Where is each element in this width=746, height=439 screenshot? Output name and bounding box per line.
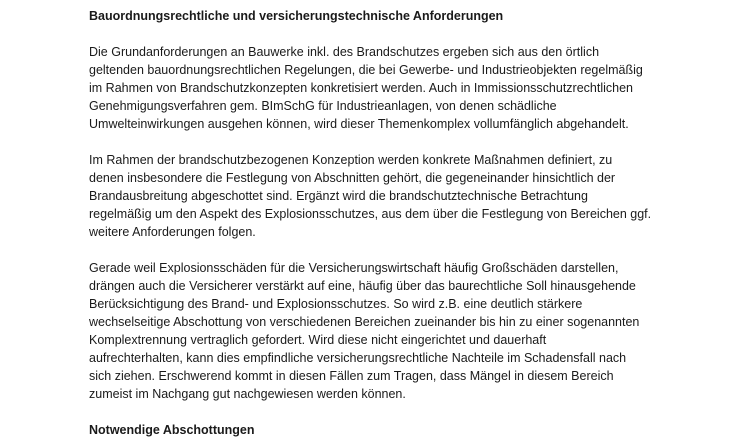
text-line: aufrechterhalten, kann dies empfindliche versicherungsrechtliche Nachteile im Schadensfall nach <box>89 351 627 365</box>
text-line: Gerade weil Explosionsschäden für die Versicherungswirtschaft häufig Großschäden darstellen, <box>89 261 619 275</box>
text-line: regelmäßig um den Aspekt des Explosionsschutzes, aus dem über die Festlegung von Bereichen ggf. <box>89 207 652 221</box>
text-line: Genehmigungsverfahren gem. BImSchG für Industrieanlagen, von denen schädliche <box>89 99 557 113</box>
text-line: sich ziehen. Erschwerend kommt in diesen Fällen zum Tragen, dass Mängel in diesem Bereich <box>89 369 614 383</box>
text-line: wechselseitige Abschottung von verschiedenen Bereichen zueinander bis hin zu einer sogenannten <box>89 315 640 329</box>
text-line: denen insbesondere die Festlegung von Abschnitten gehört, die gegeneinander hinsichtlich der <box>89 171 616 185</box>
text-line: im Rahmen von Brandschutzkonzepten konkretisiert werden. Auch in Immissionsschutzrechtlichen <box>89 81 634 95</box>
paragraph-insurance-requirements <box>89 259 689 403</box>
text-line: drängen auch die Versicherer verstärkt auf eine, häufig über das baurechtliche Soll hinausgehende <box>89 279 636 293</box>
spacer <box>89 241 689 259</box>
section-heading-requirements: Bauordnungsrechtliche und versicherungstechnische Anforderungen <box>89 9 504 23</box>
paragraph-fire-protection-concept <box>89 151 689 241</box>
text-line: weitere Anforderungen folgen. <box>89 225 256 239</box>
spacer <box>89 403 689 421</box>
text-line: Im Rahmen der brandschutzbezogenen Konzeption werden konkrete Maßnahmen definiert, zu <box>89 153 613 167</box>
document-page <box>89 7 689 439</box>
text-line: Berücksichtigung des Brand- und Explosionsschutzes. So wird z.B. eine deutlich stärkere <box>89 297 583 311</box>
spacer <box>89 25 689 43</box>
paragraph-basic-requirements <box>89 43 689 133</box>
text-line: Die Grundanforderungen an Bauwerke inkl. des Brandschutzes ergeben sich aus den örtlich <box>89 45 600 59</box>
spacer <box>89 133 689 151</box>
text-line: Umwelteinwirkungen ausgehen können, wird dieser Themenkomplex vollumfänglich abgehandelt. <box>89 117 629 131</box>
text-line: geltenden bauordnungsrechtlichen Regelungen, die bei Gewerbe- und Industrieobjekten regelmäßig <box>89 63 643 77</box>
text-line: zumeist im Nachgang gut nachgewiesen werden können. <box>89 387 406 401</box>
section-heading-compartmentation: Notwendige Abschottungen <box>89 423 255 437</box>
text-line: Brandausbreitung abgeschottet sind. Ergänzt wird die brandschutztechnische Betrachtung <box>89 189 588 203</box>
text-line: Komplextrennung vertraglich gefordert. Wird diese nicht eingerichtet und dauerhaft <box>89 333 547 347</box>
